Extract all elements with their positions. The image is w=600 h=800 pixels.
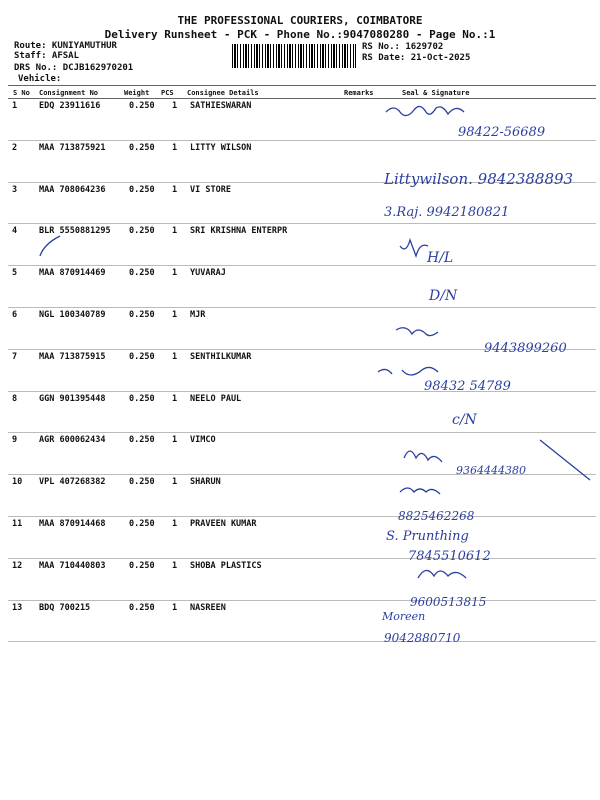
cell-consignment: MAA 710440803	[39, 560, 106, 571]
cell-consignment: AGR 600062434	[39, 435, 106, 446]
staff-label: Staff: AFSAL	[14, 51, 80, 61]
col-pcs: PCS	[161, 89, 174, 97]
drs-label: DRS No.: DCJB162970201	[14, 63, 134, 73]
cell-sno: 1	[12, 101, 18, 111]
sig-row8	[378, 367, 438, 375]
hw-row6-mark: D/N	[429, 288, 458, 304]
cell-weight: 0.250	[129, 226, 155, 237]
cell-weight: 0.250	[129, 602, 155, 613]
col-consignee: Consignee Details	[187, 89, 259, 97]
cell-consignee: SENTHILKUMAR	[190, 351, 252, 362]
cell-consignment: BDQ 700215	[39, 602, 91, 613]
cell-weight: 0.250	[129, 351, 155, 362]
cell-consignment: MAA 870914468	[39, 519, 106, 529]
sig-row12	[418, 570, 466, 578]
rs-date-label: RS Date: 21-Oct-2025	[362, 53, 471, 63]
sig-row5	[400, 240, 428, 256]
cell-consignee: LITTY WILSON	[190, 142, 252, 153]
cell-sno: 13	[12, 602, 23, 613]
sig-row1	[386, 106, 464, 115]
cell-pcs: 1	[172, 477, 178, 488]
cell-sno: 5	[12, 268, 18, 279]
hw-row13-phone: 9042880710	[384, 631, 461, 645]
hw-row5-mark: H/L	[427, 250, 454, 266]
cell-consignee: PRAVEEN KUMAR	[190, 519, 257, 529]
cell-pcs: 1	[172, 268, 178, 279]
cell-sno: 4	[12, 226, 18, 237]
cell-pcs: 1	[172, 101, 178, 111]
sig-row10	[400, 488, 440, 494]
cell-consignee: NEELO PAUL	[190, 393, 242, 404]
cell-consignment: MAA 713875915	[39, 351, 106, 362]
vehicle-label: Vehicle:	[18, 74, 62, 84]
hw-row10-phone: 8825462268	[398, 509, 475, 523]
stray-mark-2	[40, 236, 60, 256]
cell-consignment: BLR 5550881295	[39, 226, 111, 237]
cell-weight: 0.250	[129, 393, 155, 404]
cell-weight: 0.250	[129, 268, 155, 279]
sheet-title: Delivery Runsheet - PCK - Phone No.:9047080280 - Page No.:1	[104, 28, 496, 41]
cell-consignment: MAA 870914469	[39, 268, 106, 279]
col-weight: Weight	[124, 89, 150, 97]
cell-consignee: NASREEN	[190, 602, 226, 613]
cell-pcs: 1	[172, 310, 178, 320]
col-remarks: Remarks	[344, 89, 374, 97]
cell-sno: 12	[12, 560, 23, 571]
cell-consignment: MAA 708064236	[39, 184, 106, 195]
cell-sno: 8	[12, 393, 18, 404]
cell-pcs: 1	[172, 519, 178, 529]
hw-row2-name: Littywilson. 9842388893	[384, 170, 574, 188]
cell-consignee: MJR	[190, 310, 206, 320]
cell-sno: 7	[12, 351, 18, 362]
hw-row11-phone: 7845510612	[408, 549, 491, 564]
cell-weight: 0.250	[129, 519, 155, 529]
cell-pcs: 1	[172, 226, 178, 237]
cell-weight: 0.250	[129, 560, 155, 571]
company-title: THE PROFESSIONAL COURIERS, COIMBATORE	[177, 14, 423, 27]
cell-consignee: YUVARAJ	[190, 268, 226, 279]
route-label: Route: KUNIYAMUTHUR	[14, 41, 117, 51]
stray-mark-1	[540, 440, 590, 480]
cell-consignee: VI STORE	[190, 184, 231, 195]
cell-weight: 0.250	[129, 101, 155, 111]
col-sno: S No	[13, 89, 30, 97]
cell-consignment: MAA 713875921	[39, 142, 106, 153]
hw-row8-mark: c/N	[452, 412, 477, 428]
hw-row8-phone: 98432 54789	[424, 379, 511, 394]
cell-consignment: GGN 901395448	[39, 393, 106, 404]
cell-weight: 0.250	[129, 142, 155, 153]
cell-consignee: SHOBA PLASTICS	[190, 560, 262, 571]
cell-sno: 2	[12, 142, 18, 153]
cell-weight: 0.250	[129, 435, 155, 446]
cell-pcs: 1	[172, 560, 178, 571]
cell-consignee: VIMCO	[190, 435, 216, 446]
cell-consignment: EDQ 23911616	[39, 101, 101, 111]
cell-sno: 11	[12, 519, 23, 529]
hw-row3-note: 3.Raj. 9942180821	[384, 205, 510, 220]
cell-pcs: 1	[172, 184, 178, 195]
hw-row12-phone: 9600513815	[410, 595, 487, 609]
cell-pcs: 1	[172, 142, 178, 153]
cell-consignee: SHARUN	[190, 477, 221, 488]
sig-row7	[396, 328, 438, 336]
hw-row13-name: Moreen	[382, 610, 426, 623]
cell-consignee: SATHIESWARAN	[190, 101, 252, 111]
cell-sno: 10	[12, 477, 23, 488]
hw-row11-name: S. Prunthing	[386, 529, 469, 544]
cell-pcs: 1	[172, 393, 178, 404]
cell-consignee: SRI KRISHNA ENTERPR	[190, 226, 288, 237]
cell-pcs: 1	[172, 602, 178, 613]
col-seal: Seal & Signature	[402, 89, 470, 97]
hw-row1-phone: 98422-56689	[458, 125, 546, 140]
rs-no-label: RS No.: 1629702	[362, 42, 444, 52]
sig-row9	[404, 451, 442, 462]
cell-sno: 9	[12, 435, 18, 446]
cell-sno: 6	[12, 310, 18, 320]
cell-weight: 0.250	[129, 310, 155, 320]
cell-sno: 3	[12, 184, 18, 195]
cell-weight: 0.250	[129, 477, 155, 488]
cell-pcs: 1	[172, 435, 178, 446]
hw-row9-phone: 9364444380	[456, 464, 526, 477]
cell-weight: 0.250	[129, 184, 155, 195]
cell-consignment: NGL 100340789	[39, 310, 106, 320]
hw-row7-phone: 9443899260	[484, 341, 567, 356]
cell-consignment: VPL 407268382	[39, 477, 106, 488]
cell-pcs: 1	[172, 351, 178, 362]
col-consignment: Consignment No	[39, 89, 99, 97]
